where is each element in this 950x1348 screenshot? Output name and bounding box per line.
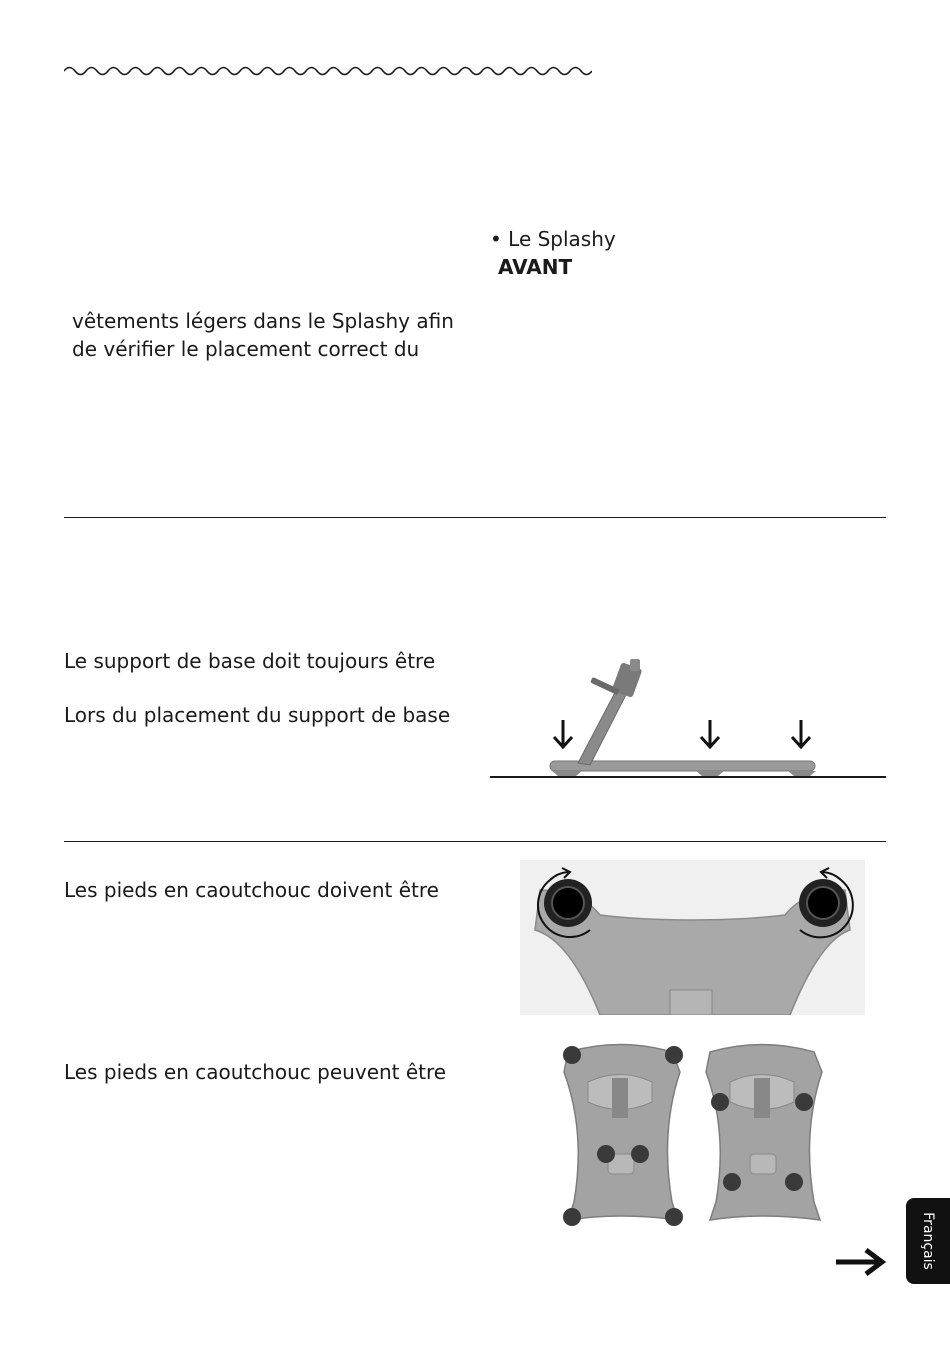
language-tab-label: Français bbox=[920, 1212, 936, 1270]
bullet-text: • Le Splashy bbox=[490, 227, 616, 251]
rubber-feet-line-2: Les pieds en caoutchouc peuvent être bbox=[64, 1060, 447, 1084]
paragraph-line-2: de vérifier le placement correct du bbox=[72, 337, 420, 361]
arrow-right-icon[interactable] bbox=[834, 1246, 888, 1278]
base-support-illustration bbox=[490, 655, 887, 780]
avant-label: AVANT bbox=[498, 255, 573, 279]
base-support-line-2: Lors du placement du support de base bbox=[64, 703, 451, 727]
wavy-divider bbox=[64, 62, 592, 80]
paragraph-line-1: vêtements légers dans le Splashy afin bbox=[72, 309, 454, 333]
base-support-line-1: Le support de base doit toujours être bbox=[64, 649, 436, 673]
language-tab[interactable] bbox=[906, 1198, 950, 1284]
rubber-feet-closeup-illustration bbox=[520, 860, 865, 1015]
section-divider-1 bbox=[64, 517, 886, 518]
rubber-feet-line-1: Les pieds en caoutchouc doivent être bbox=[64, 878, 439, 902]
section-divider-2 bbox=[64, 841, 886, 842]
feet-positions-illustration bbox=[560, 1042, 830, 1232]
